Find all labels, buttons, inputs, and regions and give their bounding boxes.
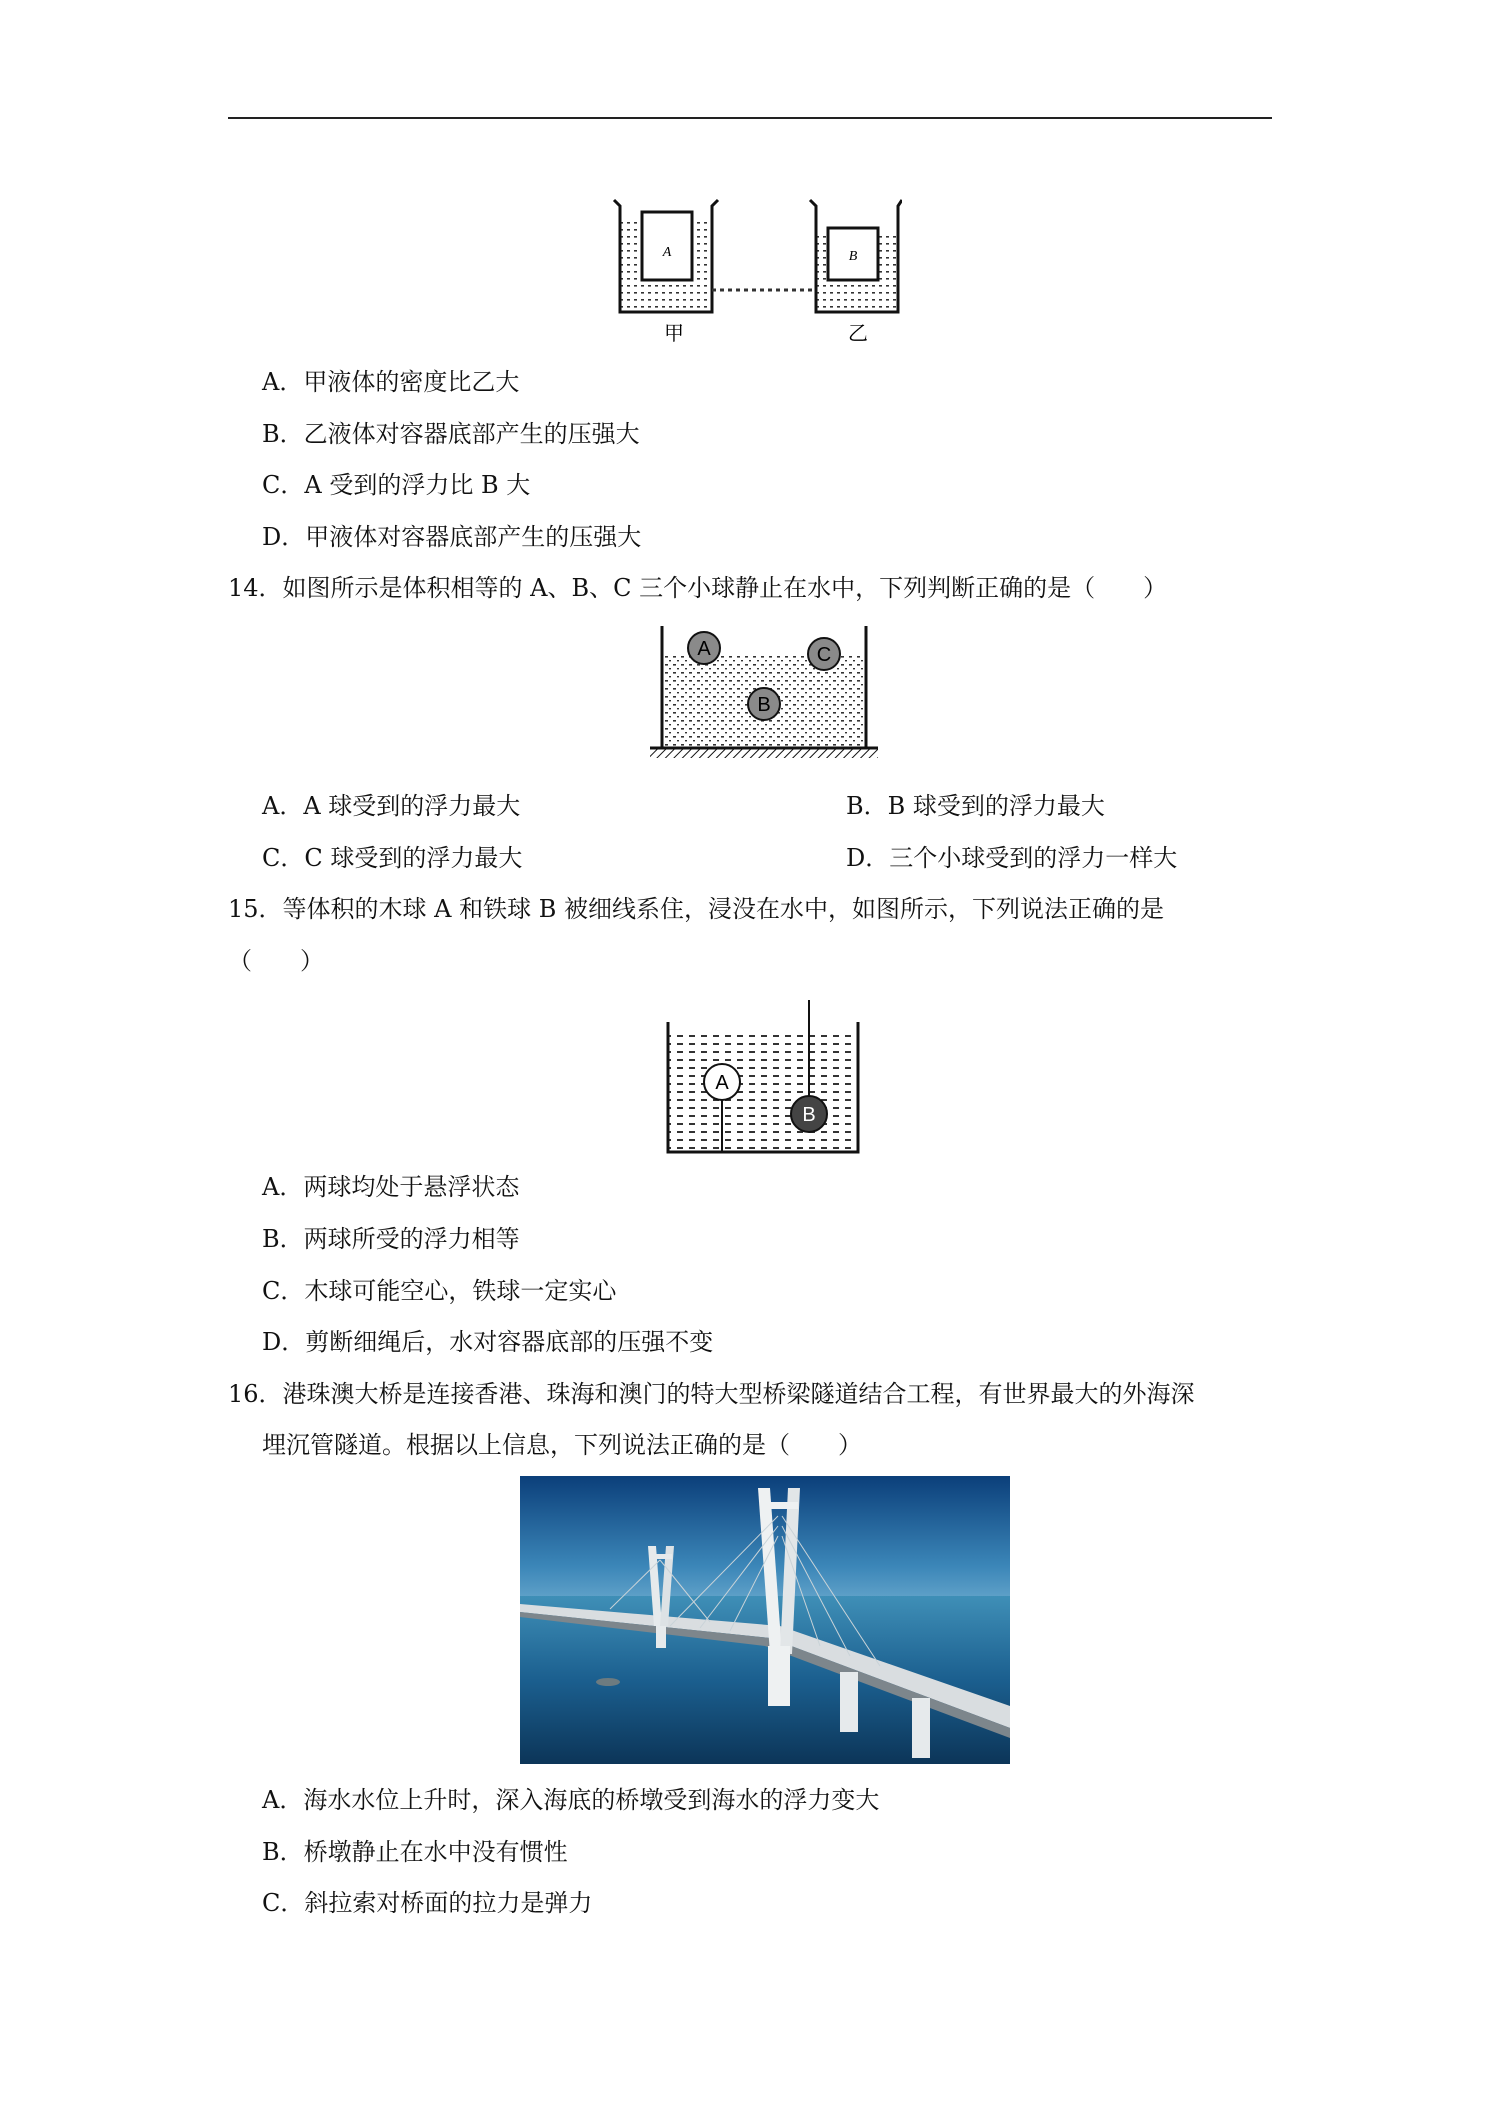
q16-stem-line2: 埋沉管隧道。根据以上信息，下列说法正确的是（ ） — [262, 1431, 862, 1459]
q16-option-a: A．海水水位上升时，深入海底的桥墩受到海水的浮力变大 — [262, 1786, 880, 1814]
q15-stem-line1: 15．等体积的木球 A 和铁球 B 被细线系住，浸没在水中，如图所示，下列说法正确的是 — [228, 895, 1165, 923]
q14-stem: 14．如图所示是体积相等的 A、B、C 三个小球静止在水中，下列判断正确的是（ ） — [228, 574, 1168, 602]
q14-option-b: B．B 球受到的浮力最大 — [846, 792, 1105, 820]
q14-option-a: A．A 球受到的浮力最大 — [262, 792, 521, 820]
q14-ball-c-label: C — [816, 644, 832, 666]
q13-caption-left: 甲 — [664, 321, 684, 345]
q14-option-d: D．三个小球受到的浮力一样大 — [846, 844, 1178, 872]
q15-stem-line2: （ ） — [228, 947, 324, 975]
q15-option-c: C．木球可能空心，铁球一定实心 — [262, 1277, 617, 1305]
q15-option-b: B．两球所受的浮力相等 — [262, 1225, 520, 1253]
q16-option-b: B．桥墩静止在水中没有惯性 — [262, 1838, 568, 1866]
q14-ball-a-label: A — [697, 638, 711, 660]
q13-option-c: C．A 受到的浮力比 B 大 — [262, 471, 531, 499]
q15-option-a: A．两球均处于悬浮状态 — [262, 1173, 520, 1201]
q15-ball-a-label: A — [715, 1072, 729, 1094]
q14-option-c: C．C 球受到的浮力最大 — [262, 844, 523, 872]
q13-block-a-label: A — [662, 245, 672, 260]
q13-option-b: B．乙液体对容器底部产生的压强大 — [262, 420, 640, 448]
q14-container-figure — [648, 622, 880, 768]
q14-ball-b-label: B — [757, 694, 771, 716]
q15-container-figure — [664, 1000, 864, 1156]
q13-option-a: A．甲液体的密度比乙大 — [262, 368, 520, 396]
q13-option-d: D．甲液体对容器底部产生的压强大 — [262, 523, 642, 551]
q13-beakers-figure — [612, 192, 902, 347]
header-rule — [228, 117, 1272, 119]
q13-block-b-label: B — [848, 249, 858, 264]
q13-caption-right: 乙 — [848, 321, 868, 345]
q16-option-c: C．斜拉索对桥面的拉力是弹力 — [262, 1889, 593, 1917]
q15-option-d: D．剪断细绳后，水对容器底部的压强不变 — [262, 1328, 714, 1356]
q15-ball-b-label: B — [802, 1104, 816, 1126]
q16-stem-line1: 16．港珠澳大桥是连接香港、珠海和澳门的特大型桥梁隧道结合工程，有世界最大的外海深 — [228, 1380, 1195, 1408]
bridge-photo — [520, 1476, 1010, 1764]
